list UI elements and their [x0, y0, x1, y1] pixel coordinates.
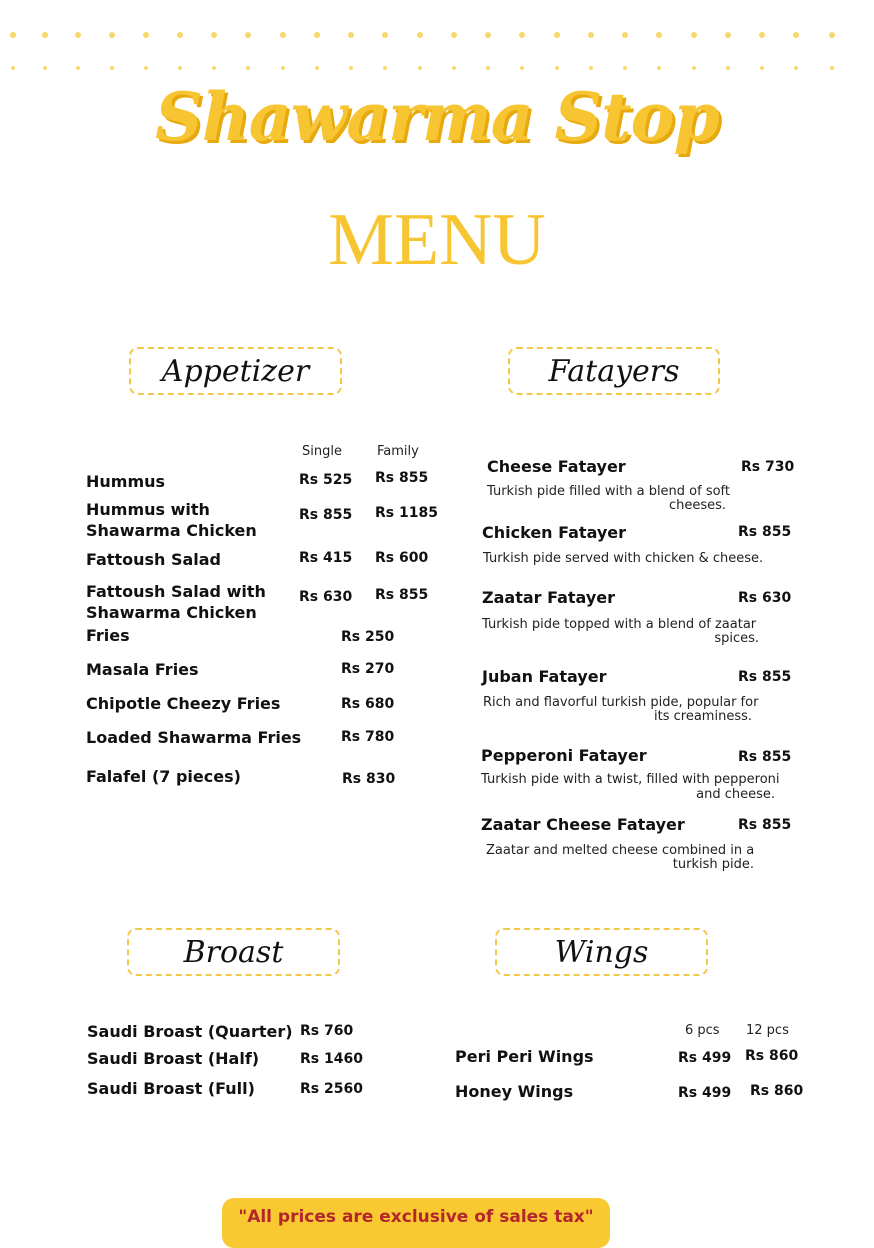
column-header-family: Family: [377, 444, 419, 459]
menu-item-price-single: Rs 415: [299, 550, 353, 566]
menu-item-price-12-pcs: Rs 860: [750, 1083, 804, 1099]
menu-item-price: Rs 630: [738, 590, 792, 606]
menu-item-price: Rs 680: [341, 696, 395, 712]
menu-item-description: Zaatar and melted cheese combined in a: [486, 843, 755, 858]
menu-item-price: Rs 855: [738, 749, 792, 765]
section-heading-appetizer: Appetizer: [129, 347, 342, 395]
menu-item-price: Rs 855: [738, 524, 792, 540]
menu-item-price: Rs 780: [341, 729, 395, 745]
menu-item-name: Hummus: [86, 472, 166, 491]
menu-item-description: Turkish pide served with chicken & cheese.: [483, 551, 764, 566]
menu-item-price: Rs 270: [341, 661, 395, 677]
menu-item-name: Chicken Fatayer: [482, 523, 627, 542]
menu-item-description: Turkish pide with a twist, filled with pepperoni: [481, 772, 780, 787]
menu-item-description: Turkish pide topped with a blend of zaatar: [482, 617, 757, 632]
sales-tax-banner: "All prices are exclusive of sales tax": [222, 1198, 610, 1248]
menu-item-price: Rs 830: [342, 771, 396, 787]
menu-item-name: Fries: [86, 626, 130, 645]
menu-item-price: Rs 730: [741, 459, 795, 475]
menu-item-price: Rs 855: [738, 817, 792, 833]
menu-item-price-single: Rs 525: [299, 472, 353, 488]
menu-item-name: Zaatar Fatayer: [482, 588, 616, 607]
menu-item-description: Rich and flavorful turkish pide, popular for: [483, 695, 759, 710]
menu-item-name: Fattoush Salad: [86, 550, 222, 569]
menu-item-description: spices.: [714, 631, 759, 646]
menu-item-price-12-pcs: Rs 860: [745, 1048, 799, 1064]
menu-item-name: Saudi Broast (Full): [87, 1079, 255, 1098]
decorative-dots-bottom: [0, 63, 874, 73]
menu-item-price: Rs 250: [341, 629, 395, 645]
menu-item-name: Falafel (7 pieces): [86, 767, 241, 786]
menu-item-name: Loaded Shawarma Fries: [86, 728, 302, 747]
menu-item-description: cheeses.: [668, 498, 726, 513]
menu-item-price-single: Rs 855: [299, 507, 353, 523]
menu-item-name: Saudi Broast (Quarter): [87, 1022, 293, 1041]
menu-item-price-single: Rs 630: [299, 589, 353, 605]
menu-item-price-6-pcs: Rs 499: [678, 1050, 732, 1066]
menu-item-name: Zaatar Cheese Fatayer: [481, 815, 685, 834]
menu-item-name: Peri Peri Wings: [455, 1047, 594, 1066]
menu-item-name: Cheese Fatayer: [487, 457, 626, 476]
menu-item-price-family: Rs 855: [375, 587, 429, 603]
section-heading-broast: Broast: [127, 928, 340, 976]
menu-item-name: Fattoush Salad with Shawarma Chicken: [86, 582, 266, 622]
column-header-12-pcs: 12 pcs: [746, 1023, 789, 1038]
menu-item-name: Chipotle Cheezy Fries: [86, 694, 281, 713]
menu-item-price: Rs 1460: [300, 1051, 363, 1067]
menu-item-name: Saudi Broast (Half): [87, 1049, 260, 1068]
menu-item-name: Honey Wings: [455, 1082, 574, 1101]
menu-item-price-6-pcs: Rs 499: [678, 1085, 732, 1101]
menu-item-description: its creaminess.: [654, 709, 752, 724]
menu-item-price-family: Rs 1185: [375, 505, 438, 521]
menu-item-description: Turkish pide filled with a blend of soft: [487, 484, 731, 499]
menu-item-price-family: Rs 855: [375, 470, 429, 486]
menu-item-price: Rs 760: [300, 1023, 354, 1039]
page-title: MENU: [328, 199, 546, 281]
menu-item-price-family: Rs 600: [375, 550, 429, 566]
section-heading-wings: Wings: [495, 928, 708, 976]
menu-item-description: and cheese.: [696, 787, 775, 802]
column-header-single: Single: [302, 444, 342, 459]
menu-item-name: Masala Fries: [86, 660, 199, 679]
brand-logo-text: Shawarma Stop: [155, 78, 719, 156]
menu-item-name: Pepperoni Fatayer: [481, 746, 647, 765]
menu-item-name: Hummus with Shawarma Chicken: [86, 500, 257, 540]
menu-item-name: Juban Fatayer: [482, 667, 607, 686]
column-header-6-pcs: 6 pcs: [685, 1023, 720, 1038]
menu-item-description: turkish pide.: [672, 857, 754, 872]
section-heading-fatayers: Fatayers: [508, 347, 720, 395]
decorative-dots-top: [0, 30, 874, 40]
menu-item-price: Rs 2560: [300, 1081, 363, 1097]
menu-item-price: Rs 855: [738, 669, 792, 685]
